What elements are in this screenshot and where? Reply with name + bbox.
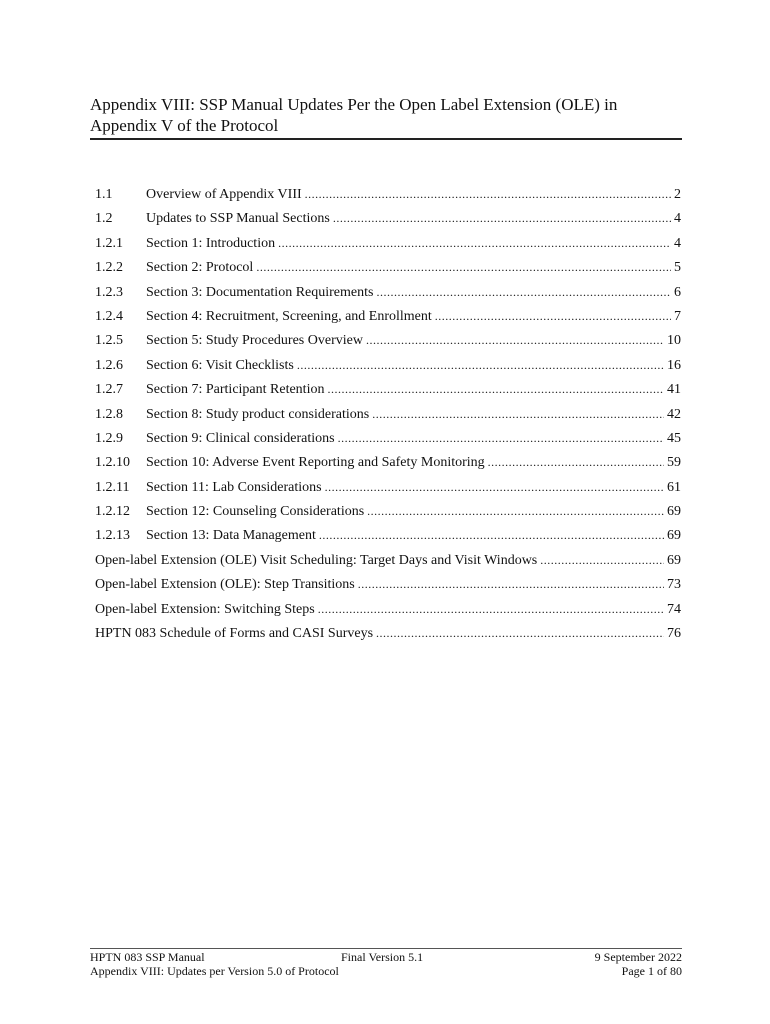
toc-entry-title: Updates to SSP Manual Sections	[146, 211, 330, 227]
toc-entry-title: Section 8: Study product considerations	[146, 406, 370, 422]
toc-dot-leader	[540, 553, 664, 569]
toc-dot-leader	[376, 626, 664, 642]
page-title-line-1: Appendix VIII: SSP Manual Updates Per the Open Label Extension (OLE) in	[90, 95, 618, 114]
toc-entry-title: Section 10: Adverse Event Reporting and Safety Monitoring	[146, 455, 485, 471]
footer-version: Final Version 5.1	[341, 950, 424, 964]
toc-entry-number: 1.2.13	[95, 528, 130, 544]
toc-entry[interactable]	[95, 285, 681, 309]
toc-entry-page: 6	[674, 284, 681, 300]
toc-entry-number: 1.2.9	[95, 430, 123, 446]
toc-entry[interactable]	[95, 309, 681, 333]
toc-entry-page: 7	[674, 308, 681, 324]
toc-entry-title: Section 3: Documentation Requirements	[146, 284, 374, 300]
toc-entry[interactable]	[95, 577, 681, 601]
toc-entry[interactable]	[95, 187, 681, 211]
toc-entry[interactable]	[95, 602, 681, 626]
toc-dot-leader	[327, 382, 664, 398]
toc-entry-page: 76	[667, 626, 681, 642]
toc-entry-title: Open-label Extension (OLE) Visit Scheduling: Target Days and Visit Windows	[95, 552, 538, 568]
toc-entry-title: Open-label Extension (OLE): Step Transitions	[95, 577, 355, 593]
footer-left	[90, 950, 339, 978]
toc-entry-number: 1.1	[95, 187, 113, 202]
toc-entry[interactable]	[95, 480, 681, 504]
toc-entry-number: 1.2.2	[95, 260, 123, 276]
toc-entry[interactable]	[95, 211, 681, 235]
footer-page-number: Page 1 of 80	[621, 964, 682, 978]
toc-entry-number: 1.2.3	[95, 284, 123, 300]
toc-dot-leader	[333, 211, 671, 227]
footer-appendix-description: Appendix VIII: Updates per Version 5.0 of Protocol	[90, 964, 339, 978]
toc-dot-leader	[367, 504, 664, 520]
toc-dot-leader	[297, 358, 664, 374]
toc-dot-leader	[372, 407, 664, 423]
toc-dot-leader	[366, 333, 664, 349]
toc-entry-page: 4	[674, 235, 681, 251]
toc-entry-title: Open-label Extension: Switching Steps	[95, 601, 315, 617]
toc-entry-page: 74	[667, 601, 681, 617]
toc-entry-number: 1.2	[95, 211, 113, 227]
toc-entry-title: Section 11: Lab Considerations	[146, 479, 322, 495]
toc-dot-leader	[319, 528, 664, 544]
toc-dot-leader	[278, 236, 671, 252]
toc-dot-leader	[358, 577, 664, 593]
toc-entry-title: Section 12: Counseling Considerations	[146, 504, 365, 520]
toc-entry-page: 10	[667, 333, 681, 349]
toc-entry-page: 41	[667, 382, 681, 398]
toc-entry-page: 69	[667, 528, 681, 544]
toc-entry-page: 69	[667, 504, 681, 520]
toc-entry[interactable]	[95, 260, 681, 284]
toc-entry-title: Section 7: Participant Retention	[146, 382, 325, 398]
toc-entry-page: 69	[667, 552, 681, 568]
toc-entry-page: 45	[667, 430, 681, 446]
toc-entry-title: HPTN 083 Schedule of Forms and CASI Surveys	[95, 626, 374, 642]
toc-entry[interactable]	[95, 528, 681, 552]
toc-entry[interactable]	[95, 333, 681, 357]
toc-dot-leader	[338, 431, 664, 447]
toc-dot-leader	[488, 455, 664, 471]
footer-document-name: HPTN 083 SSP Manual	[90, 950, 205, 964]
page-footer	[90, 948, 682, 983]
toc-entry-number: 1.2.5	[95, 333, 123, 349]
toc-entry-page: 42	[667, 406, 681, 422]
toc-dot-leader	[376, 285, 671, 301]
toc-entry[interactable]	[95, 504, 681, 528]
toc-entry-title: Section 13: Data Management	[146, 528, 316, 544]
toc-entry-page: 2	[674, 187, 681, 202]
toc-entry-number: 1.2.8	[95, 406, 123, 422]
page-title	[90, 94, 682, 140]
toc-entry-title: Section 6: Visit Checklists	[146, 357, 294, 373]
toc-dot-leader	[325, 480, 664, 496]
toc-entry-page: 61	[667, 479, 681, 495]
toc-entry-title: Section 4: Recruitment, Screening, and Enrollment	[146, 308, 432, 324]
toc-entry-number: 1.2.10	[95, 455, 130, 471]
toc-dot-leader	[318, 602, 664, 618]
toc-entry-number: 1.2.7	[95, 382, 123, 398]
toc-dot-leader	[256, 260, 671, 276]
toc-entry-title: Section 1: Introduction	[146, 235, 276, 251]
toc-entry-page: 5	[674, 260, 681, 276]
toc-entry[interactable]	[95, 553, 681, 577]
table-of-contents	[95, 187, 681, 650]
toc-entry-page: 73	[667, 577, 681, 593]
toc-dot-leader	[305, 187, 671, 203]
toc-entry[interactable]	[95, 431, 681, 455]
toc-entry-title: Overview of Appendix VIII	[146, 187, 302, 202]
toc-entry-title: Section 2: Protocol	[146, 260, 254, 276]
toc-entry-title: Section 9: Clinical considerations	[146, 430, 335, 446]
footer-right	[595, 950, 682, 978]
toc-entry[interactable]	[95, 455, 681, 479]
footer-date: 9 September 2022	[594, 950, 682, 964]
toc-entry-number: 1.2.4	[95, 308, 123, 324]
toc-entry-page: 16	[667, 357, 681, 373]
page-title-line-2: Appendix V of the Protocol	[90, 116, 279, 135]
toc-entry[interactable]	[95, 626, 681, 650]
toc-entry-number: 1.2.6	[95, 357, 123, 373]
toc-entry-title: Section 5: Study Procedures Overview	[146, 333, 363, 349]
toc-entry[interactable]	[95, 358, 681, 382]
toc-entry[interactable]	[95, 407, 681, 431]
toc-entry[interactable]	[95, 382, 681, 406]
toc-dot-leader	[435, 309, 671, 325]
toc-entry-number: 1.2.12	[95, 504, 130, 520]
toc-entry-page: 59	[667, 455, 681, 471]
toc-entry-number: 1.2.1	[95, 235, 123, 251]
toc-entry-number: 1.2.11	[95, 479, 130, 495]
toc-entry-page: 4	[674, 211, 681, 227]
toc-entry[interactable]	[95, 236, 681, 260]
